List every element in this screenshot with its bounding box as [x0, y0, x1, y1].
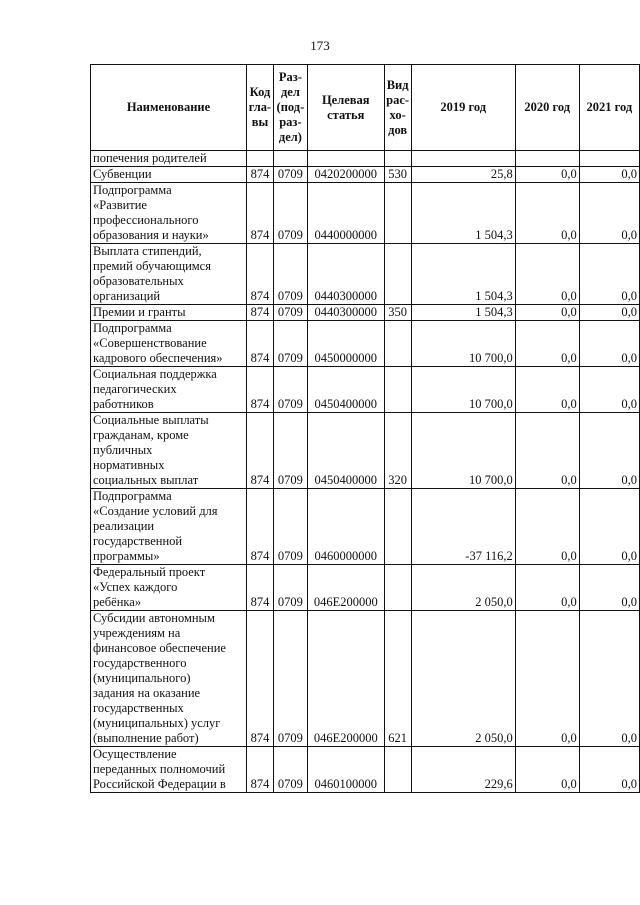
cell-name-line: организаций: [93, 289, 161, 303]
table-row: [91, 565, 640, 611]
cell-name-line: Субсидии автономным: [93, 611, 215, 625]
cell-target-article: 046E200000: [307, 565, 384, 611]
cell-section: 0709: [273, 489, 307, 565]
cell-section: 0709: [273, 611, 307, 747]
cell-expense-kind: [384, 321, 411, 367]
cell-name-line: гражданам, кроме: [93, 428, 189, 442]
cell-name-line: (муниципальных) услуг: [93, 716, 221, 730]
cell-name-line: Подпрограмма: [93, 321, 172, 335]
cell-chapter-code: 874: [247, 565, 274, 611]
cell-name-line: «Совершенствование: [93, 336, 207, 350]
cell-name-line: профессионального: [93, 213, 199, 227]
cell-chapter-code: [247, 151, 274, 167]
cell-name-line: «Создание условий для: [93, 504, 218, 518]
cell-amount-2021: 0,0: [579, 747, 639, 793]
cell-amount-2020: 0,0: [515, 611, 579, 747]
cell-name-line: задания на оказание: [93, 686, 201, 700]
table-body: [91, 151, 640, 793]
cell-amount-2021: 0,0: [579, 611, 639, 747]
header-kind: Вид рас- хо- дов: [384, 65, 411, 151]
table-row: [91, 321, 640, 367]
cell-expense-kind: [384, 489, 411, 565]
cell-name-line: образовательных: [93, 274, 184, 288]
table-row: [91, 611, 640, 747]
cell-amount-2020: 0,0: [515, 565, 579, 611]
cell-name-line: финансовое обеспечение: [93, 641, 226, 655]
cell-name: [91, 244, 247, 305]
cell-name-line: Российской Федерации в: [93, 777, 226, 791]
table-row: [91, 183, 640, 244]
table-header-row: [91, 65, 640, 151]
cell-name-line: (выполнение работ): [93, 731, 199, 745]
cell-name-line: (муниципального): [93, 671, 191, 685]
cell-amount-2020: 0,0: [515, 747, 579, 793]
cell-amount-2019: 1 504,3: [411, 244, 515, 305]
cell-name-line: премий обучающимся: [93, 259, 211, 273]
header-target: Целевая статья: [307, 65, 384, 151]
cell-amount-2020: 0,0: [515, 167, 579, 183]
cell-name: [91, 321, 247, 367]
cell-name-line: социальных выплат: [93, 473, 199, 487]
cell-amount-2021: 0,0: [579, 167, 639, 183]
cell-name-line: Федеральный проект: [93, 565, 206, 579]
cell-expense-kind: 320: [384, 413, 411, 489]
table-row: [91, 244, 640, 305]
cell-chapter-code: 874: [247, 747, 274, 793]
cell-amount-2019: 10 700,0: [411, 321, 515, 367]
cell-name-line: кадрового обеспечения»: [93, 351, 223, 365]
cell-amount-2021: 0,0: [579, 321, 639, 367]
cell-chapter-code: 874: [247, 183, 274, 244]
cell-expense-kind: [384, 151, 411, 167]
cell-name-line: Подпрограмма: [93, 489, 172, 503]
cell-name-line: ребёнка»: [93, 595, 142, 609]
cell-amount-2021: 0,0: [579, 565, 639, 611]
cell-amount-2019: 2 050,0: [411, 611, 515, 747]
cell-amount-2019: 229,6: [411, 747, 515, 793]
cell-amount-2019: [411, 151, 515, 167]
cell-chapter-code: 874: [247, 489, 274, 565]
cell-name: [91, 565, 247, 611]
cell-section: [273, 151, 307, 167]
table-row: [91, 367, 640, 413]
cell-name-line: нормативных: [93, 458, 165, 472]
cell-chapter-code: 874: [247, 321, 274, 367]
cell-expense-kind: [384, 244, 411, 305]
header-name: Наименование: [91, 65, 247, 151]
cell-name-line: государственного: [93, 656, 187, 670]
cell-amount-2020: [515, 151, 579, 167]
header-2021: 2021 год: [579, 65, 639, 151]
cell-amount-2021: 0,0: [579, 183, 639, 244]
cell-name-line: государственной: [93, 534, 183, 548]
cell-name: [91, 413, 247, 489]
cell-amount-2021: 0,0: [579, 367, 639, 413]
page-number: 173: [310, 38, 330, 53]
cell-target-article: 0440000000: [307, 183, 384, 244]
cell-name: [91, 489, 247, 565]
cell-amount-2019: 25,8: [411, 167, 515, 183]
cell-amount-2019: 2 050,0: [411, 565, 515, 611]
cell-name-line: переданных полномочий: [93, 762, 226, 776]
cell-amount-2021: 0,0: [579, 244, 639, 305]
cell-name-line: педагогических: [93, 382, 177, 396]
cell-amount-2020: 0,0: [515, 489, 579, 565]
cell-amount-2020: 0,0: [515, 413, 579, 489]
cell-name-line: «Успех каждого: [93, 580, 178, 594]
table-row: [91, 747, 640, 793]
cell-target-article: 0460100000: [307, 747, 384, 793]
cell-amount-2021: [579, 151, 639, 167]
cell-amount-2020: 0,0: [515, 367, 579, 413]
cell-chapter-code: 874: [247, 367, 274, 413]
header-code: Код гла- вы: [247, 65, 274, 151]
cell-name-line: Субвенции: [93, 167, 152, 181]
cell-chapter-code: 874: [247, 413, 274, 489]
cell-amount-2019: 1 504,3: [411, 183, 515, 244]
cell-target-article: 0420200000: [307, 167, 384, 183]
cell-amount-2019: -37 116,2: [411, 489, 515, 565]
cell-expense-kind: [384, 183, 411, 244]
cell-name-line: Осуществление: [93, 747, 177, 761]
cell-target-article: 0440300000: [307, 244, 384, 305]
cell-target-article: [307, 151, 384, 167]
cell-target-article: 0450400000: [307, 413, 384, 489]
cell-name-line: попечения родителей: [93, 151, 207, 165]
cell-target-article: 0450000000: [307, 321, 384, 367]
cell-amount-2020: 0,0: [515, 244, 579, 305]
cell-section: 0709: [273, 183, 307, 244]
cell-amount-2021: 0,0: [579, 489, 639, 565]
table-row: [91, 167, 640, 183]
cell-name: [91, 167, 247, 183]
cell-section: 0709: [273, 321, 307, 367]
cell-name: [91, 151, 247, 167]
cell-section: 0709: [273, 367, 307, 413]
cell-amount-2021: 0,0: [579, 413, 639, 489]
cell-section: 0709: [273, 747, 307, 793]
table-row: [91, 305, 640, 321]
cell-amount-2021: 0,0: [579, 305, 639, 321]
cell-name-line: реализации: [93, 519, 155, 533]
cell-expense-kind: 530: [384, 167, 411, 183]
cell-target-article: 0440300000: [307, 305, 384, 321]
cell-section: 0709: [273, 305, 307, 321]
header-2019: 2019 год: [411, 65, 515, 151]
table-row: [91, 151, 640, 167]
cell-name-line: Выплата стипендий,: [93, 244, 202, 258]
cell-name-line: Подпрограмма: [93, 183, 172, 197]
cell-section: 0709: [273, 565, 307, 611]
table-row: [91, 489, 640, 565]
cell-expense-kind: 350: [384, 305, 411, 321]
header-2020: 2020 год: [515, 65, 579, 151]
cell-expense-kind: [384, 747, 411, 793]
cell-target-article: 0460000000: [307, 489, 384, 565]
cell-amount-2020: 0,0: [515, 321, 579, 367]
table-row: [91, 413, 640, 489]
cell-expense-kind: [384, 565, 411, 611]
cell-name-line: государственных: [93, 701, 184, 715]
cell-target-article: 046E200000: [307, 611, 384, 747]
cell-name-line: Социальные выплаты: [93, 413, 209, 427]
cell-amount-2019: 1 504,3: [411, 305, 515, 321]
cell-amount-2020: 0,0: [515, 305, 579, 321]
cell-name-line: учреждениям на: [93, 626, 181, 640]
cell-expense-kind: [384, 367, 411, 413]
cell-name-line: «Развитие: [93, 198, 147, 212]
cell-name: [91, 611, 247, 747]
cell-section: 0709: [273, 244, 307, 305]
cell-amount-2020: 0,0: [515, 183, 579, 244]
cell-target-article: 0450400000: [307, 367, 384, 413]
budget-table: [90, 64, 640, 793]
cell-name-line: программы»: [93, 549, 160, 563]
header-section: Раз- дел (под- раз- дел): [273, 65, 307, 151]
cell-name: [91, 367, 247, 413]
cell-name-line: работников: [93, 397, 154, 411]
cell-expense-kind: 621: [384, 611, 411, 747]
cell-name-line: образования и науки»: [93, 228, 209, 242]
cell-name-line: публичных: [93, 443, 153, 457]
cell-chapter-code: 874: [247, 167, 274, 183]
cell-section: 0709: [273, 167, 307, 183]
cell-section: 0709: [273, 413, 307, 489]
cell-amount-2019: 10 700,0: [411, 413, 515, 489]
cell-name: [91, 183, 247, 244]
cell-name-line: Социальная поддержка: [93, 367, 217, 381]
cell-name: [91, 747, 247, 793]
cell-name-line: Премии и гранты: [93, 305, 186, 319]
cell-amount-2019: 10 700,0: [411, 367, 515, 413]
cell-chapter-code: 874: [247, 305, 274, 321]
cell-name: [91, 305, 247, 321]
cell-chapter-code: 874: [247, 244, 274, 305]
cell-chapter-code: 874: [247, 611, 274, 747]
